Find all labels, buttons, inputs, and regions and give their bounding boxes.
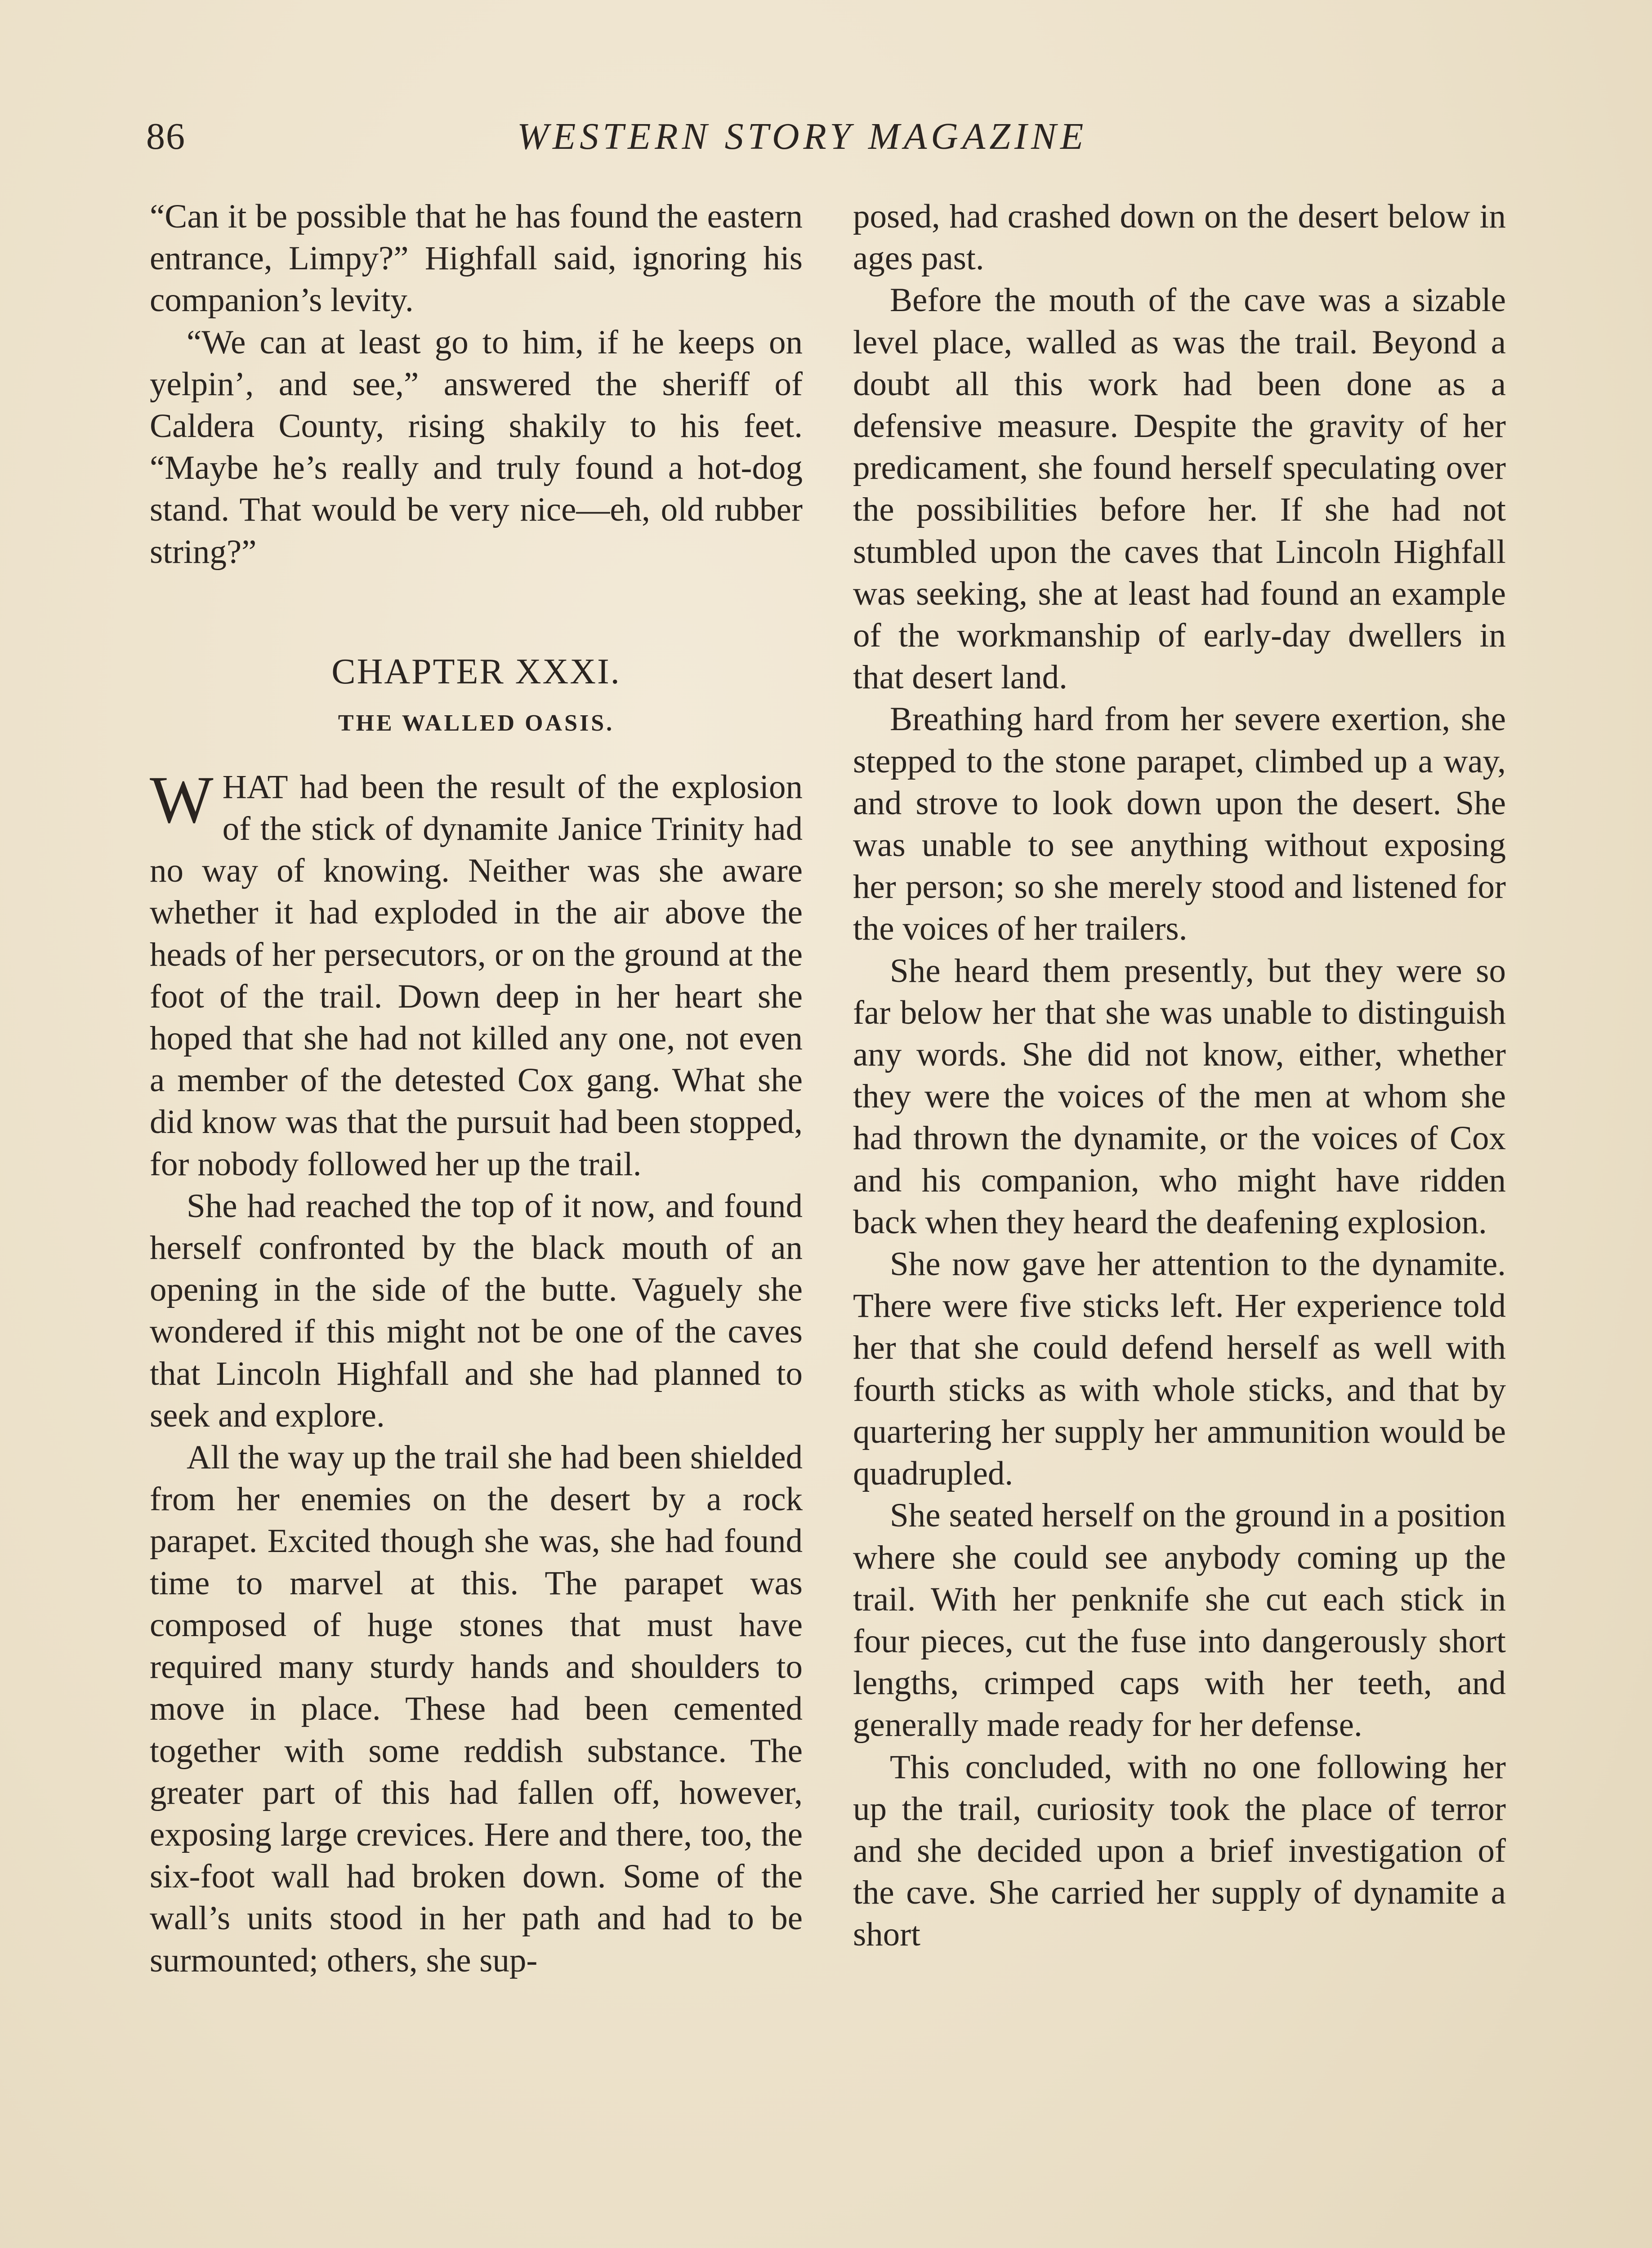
drop-cap: W — [150, 762, 214, 837]
running-head: WESTERN STORY MAGAZINE — [517, 116, 1088, 157]
chapter-number: CHAPTER XXXI. — [331, 651, 621, 691]
chapter-title: THE WALLED OASIS. — [338, 710, 615, 736]
paragraph: She heard them presently, but they were so far below her that she was unable to distinguish any words. She did not know, either, whether they were the voices of the men at whom she had thrown the dynamite, or the voices of Cox and his companion, who might have ridden back when they heard the deafening explosion. — [853, 952, 1506, 1241]
paragraph-text: HAT had been the result of the explosion of the stick of dynamite Janice Trinity had no way of knowing. Neither was she aware whether it had exploded in the air above the heads of her persecutors, or on the ground at the foot of the trail. Down deep in her heart she hoped that she had not killed any one, not even a member of the detested Cox gang. What she did know was that the pursuit had been stopped, for nobody followed her up the trail. — [150, 768, 803, 1183]
paragraph: She seated herself on the ground in a position where she could see anybody coming up the trail. With her penknife she cut each stick in four pieces, cut the fuse into dangerously short lengths, crimped caps with her teeth, and generally made ready for her defense. — [853, 1497, 1506, 1744]
paragraph: All the way up the trail she had been shielded from her enemies on the desert by a rock parapet. Excited though she was, she had found time to marvel at this. The parapet was composed of huge stones that must have required many sturdy hands and shoulders to move in place. These had been cemented together with some reddish substance. The greater part of this had fallen off, however, exposing large crevices. Here and there, too, the six-foot wall had broken down. Some of the wall’s units stood in her path and had to be surmounted; others, she sup- — [150, 1439, 803, 1979]
paragraph: She had reached the top of it now, and found herself confronted by the black mouth of an opening in the side of the butte. Vaguely she wondered if this might not be one of the caves that Lincoln Highfall and she had planned to seek and explore. — [150, 1187, 803, 1434]
paragraph: Breathing hard from her severe exertion, she stepped to the stone parapet, climbed up a way, and strove to look down upon the desert. She was unable to see anything without exposing her person; so she merely stood and listened for the voices of her trailers. — [853, 700, 1506, 948]
right-column — [853, 196, 1506, 1956]
left-column — [150, 196, 803, 1981]
page-number: 86 — [146, 116, 186, 157]
paragraph: posed, had crashed down on the desert below in ages past. — [853, 198, 1506, 277]
paragraph: Before the mouth of the cave was a sizable level place, walled as was the trail. Beyond a doubt all this work had been done as a defensive measure. Despite the gravity of her predicament, she found herself speculating over the possibilities before her. If she had not stumbled upon the caves that Lincoln Highfall was seeking, she at least had found an example of the workmanship of early-day dwellers in that desert land. — [853, 281, 1506, 696]
paragraph: This concluded, with no one following her up the trail, curiosity took the place of terror and she decided upon a brief investigation of the cave. She carried her supply of dynamite a short — [853, 1748, 1506, 1954]
paragraph: “We can at least go to him, if he keeps on yelpin’, and see,” answered the sheriff of Caldera County, rising shakily to his feet. “Maybe he’s really and truly found a hot-dog stand. That would be very nice—eh, old rubber string?” — [150, 323, 803, 571]
paragraph: She now gave her attention to the dynamite. There were five sticks left. Her experience told her that she could defend herself as well with fourth sticks as with whole sticks, and that by quartering her supply her ammunition would be quadrupled. — [853, 1245, 1506, 1493]
chapter-opening-paragraph — [150, 762, 803, 1185]
paragraph: “Can it be possible that he has found the eastern entrance, Limpy?” Highfall said, ignoring his companion’s levity. — [150, 198, 803, 319]
